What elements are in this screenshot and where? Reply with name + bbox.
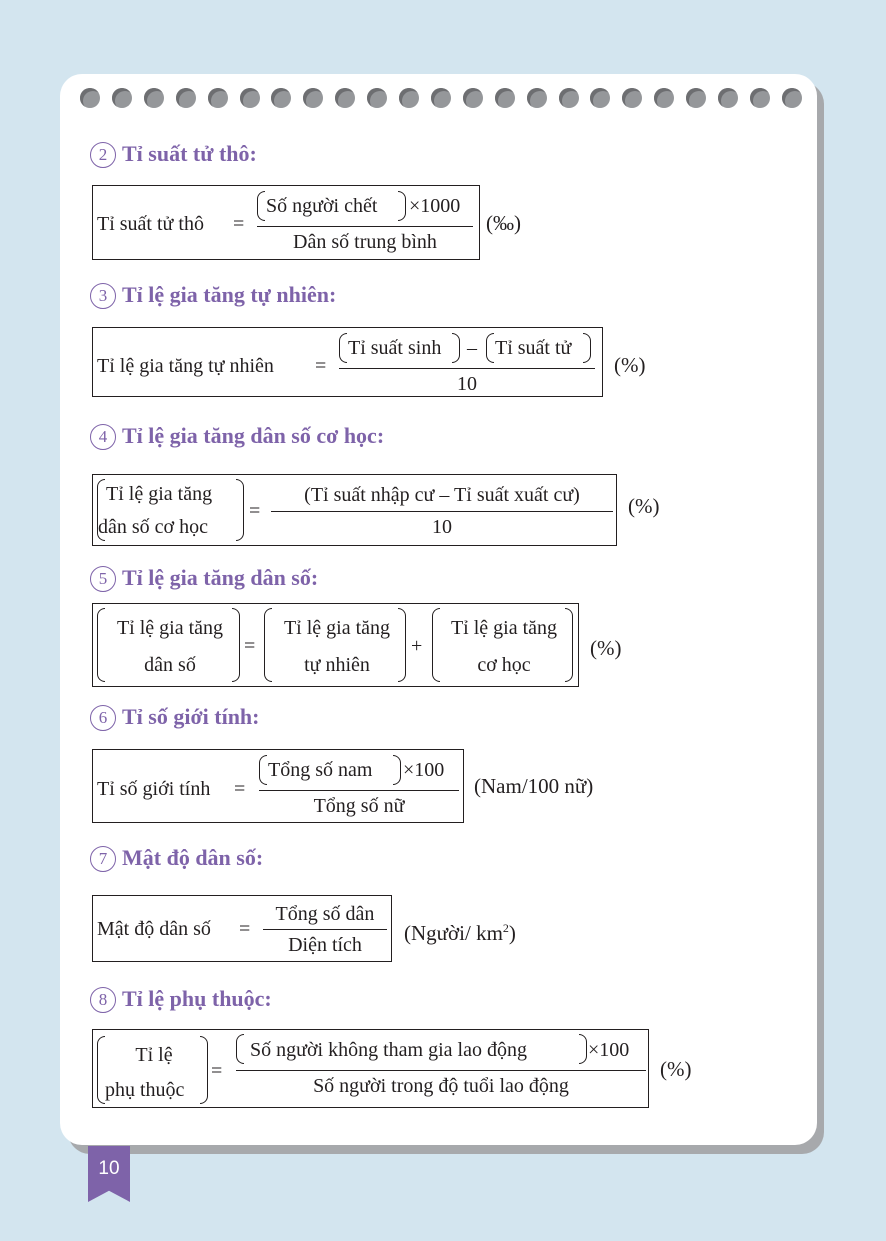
formula-lhs-line1: Tỉ lệ gia tăng	[106, 483, 213, 505]
paren-right	[452, 333, 460, 363]
denominator: Dân số trung bình	[293, 231, 437, 253]
section-title: Mật độ dân số:	[122, 845, 264, 870]
binder-hole	[240, 88, 260, 108]
fraction-bar	[339, 368, 595, 369]
term-a-line1: Tỉ lệ gia tăng	[283, 617, 391, 639]
numerator: Tổng số dân	[275, 903, 375, 925]
heading-population-growth-rate	[90, 564, 318, 592]
equals-sign: =	[315, 355, 327, 377]
formula-lhs-line1: Tỉ lệ gia tăng	[116, 617, 224, 639]
paren-left	[486, 333, 494, 363]
section-number: 2	[90, 142, 116, 168]
binder-hole	[367, 88, 387, 108]
section-title: Tỉ lệ gia tăng tự nhiên:	[122, 282, 337, 307]
unit-label: (‰)	[486, 211, 521, 235]
formula-lhs-line2: dân số cơ học	[98, 516, 208, 538]
heading-crude-death-rate	[90, 140, 257, 168]
section-title: Tỉ số giới tính:	[122, 704, 260, 729]
formula-lhs-line2: dân số	[144, 654, 196, 676]
equals-sign: =	[234, 778, 246, 800]
equals-sign: =	[233, 213, 245, 235]
section-title: Tỉ suất tử thô:	[122, 141, 257, 166]
numerator: Tổng số nam	[268, 759, 373, 781]
section-number: 3	[90, 283, 116, 309]
binder-hole	[208, 88, 228, 108]
binder-hole	[718, 88, 738, 108]
binder-hole	[335, 88, 355, 108]
paren-left	[339, 333, 347, 363]
paren-right	[393, 755, 401, 785]
numerator-multiplier: ×100	[588, 1039, 630, 1061]
denominator: Tổng số nữ	[313, 795, 405, 817]
paren-right	[232, 608, 240, 682]
numerator-b: Tỉ suất tử	[495, 337, 572, 359]
formula-natural-growth-rate	[92, 327, 603, 397]
heading-sex-ratio	[90, 703, 260, 731]
formula-lhs-line2: phụ thuộc	[105, 1079, 185, 1101]
term-b-line1: Tỉ lệ gia tăng	[450, 617, 558, 639]
equals-sign: =	[239, 918, 251, 940]
binder-hole	[431, 88, 451, 108]
unit-label: (%)	[660, 1057, 692, 1081]
minus-sign: –	[467, 337, 477, 359]
numerator-a: Tỉ suất sinh	[348, 337, 442, 359]
binder-hole	[622, 88, 642, 108]
equals-sign: =	[211, 1060, 223, 1082]
binder-hole	[495, 88, 515, 108]
binder-hole	[782, 88, 802, 108]
binder-hole	[399, 88, 419, 108]
paren-right	[579, 1034, 587, 1064]
formula-lhs: Mật độ dân số	[97, 918, 211, 940]
unit-superscript: 2	[502, 921, 509, 935]
section-number: 8	[90, 987, 116, 1013]
paren-left	[259, 755, 267, 785]
paren-left	[236, 1034, 244, 1064]
heading-migration-growth-rate	[90, 422, 384, 450]
paren-right	[200, 1036, 208, 1104]
binder-hole	[463, 88, 483, 108]
heading-dependency-ratio	[90, 985, 272, 1013]
fraction-bar	[259, 790, 459, 791]
fraction-bar	[236, 1070, 646, 1071]
binder-hole	[590, 88, 610, 108]
unit-label	[404, 916, 516, 945]
fraction-bar	[271, 511, 613, 512]
heading-population-density	[90, 844, 263, 872]
binder-holes	[80, 88, 805, 110]
term-b-line2: cơ học	[477, 654, 531, 676]
binder-hole	[303, 88, 323, 108]
section-title: Tỉ lệ phụ thuộc:	[122, 986, 272, 1011]
numerator-multiplier: ×1000	[409, 195, 461, 217]
unit-label: (%)	[628, 494, 660, 518]
unit-label: (%)	[614, 353, 646, 377]
formula-crude-death-rate	[92, 185, 480, 260]
numerator: (Tỉ suất nhập cư – Tỉ suất xuất cư)	[304, 484, 580, 506]
binder-hole	[176, 88, 196, 108]
paren-left	[257, 191, 265, 221]
numerator: Số người không tham gia lao động	[250, 1039, 527, 1061]
paren-right	[398, 191, 406, 221]
binder-hole	[750, 88, 770, 108]
denominator: 10	[457, 373, 477, 395]
fraction-bar	[257, 226, 473, 227]
term-a-line2: tự nhiên	[304, 654, 370, 676]
paren-right	[565, 608, 573, 682]
formula-lhs-line1: Tỉ lệ	[135, 1044, 173, 1066]
plus-sign: +	[411, 635, 423, 657]
unit-text: (Người/ km	[404, 921, 503, 945]
fraction-bar	[263, 929, 387, 930]
binder-hole	[112, 88, 132, 108]
paren-right	[583, 333, 591, 363]
denominator: Số người trong độ tuổi lao động	[313, 1075, 569, 1097]
binder-hole	[559, 88, 579, 108]
equals-sign: =	[244, 635, 256, 657]
numerator: Số người chết	[266, 195, 378, 217]
binder-hole	[527, 88, 547, 108]
formula-population-density	[92, 895, 392, 962]
page-number: 10	[98, 1158, 120, 1179]
equals-sign: =	[249, 500, 261, 522]
formula-migration-growth-rate	[92, 474, 617, 546]
section-number: 4	[90, 424, 116, 450]
paren-right	[236, 479, 244, 541]
unit-label: (Nam/100 nữ)	[474, 774, 594, 798]
binder-hole	[80, 88, 100, 108]
denominator: 10	[432, 516, 452, 538]
binder-hole	[271, 88, 291, 108]
section-number: 7	[90, 846, 116, 872]
formula-sex-ratio	[92, 749, 464, 823]
formula-lhs: Tỉ số giới tính	[97, 778, 211, 800]
unit-close: )	[508, 921, 516, 945]
unit-label: (%)	[590, 636, 622, 660]
section-title: Tỉ lệ gia tăng dân số:	[122, 565, 319, 590]
binder-hole	[686, 88, 706, 108]
formula-population-growth-rate	[92, 603, 579, 687]
formula-dependency-ratio	[92, 1029, 649, 1108]
paren-right	[398, 608, 406, 682]
binder-hole	[144, 88, 164, 108]
formula-lhs: Tỉ suất tử thô	[97, 213, 204, 235]
section-title: Tỉ lệ gia tăng dân số cơ học:	[122, 423, 385, 448]
heading-natural-growth-rate	[90, 281, 336, 309]
numerator-multiplier: ×100	[403, 759, 445, 781]
binder-hole	[654, 88, 674, 108]
section-number: 6	[90, 705, 116, 731]
section-number: 5	[90, 566, 116, 592]
denominator: Diện tích	[288, 934, 362, 956]
formula-lhs: Tỉ lệ gia tăng tự nhiên	[97, 355, 274, 377]
